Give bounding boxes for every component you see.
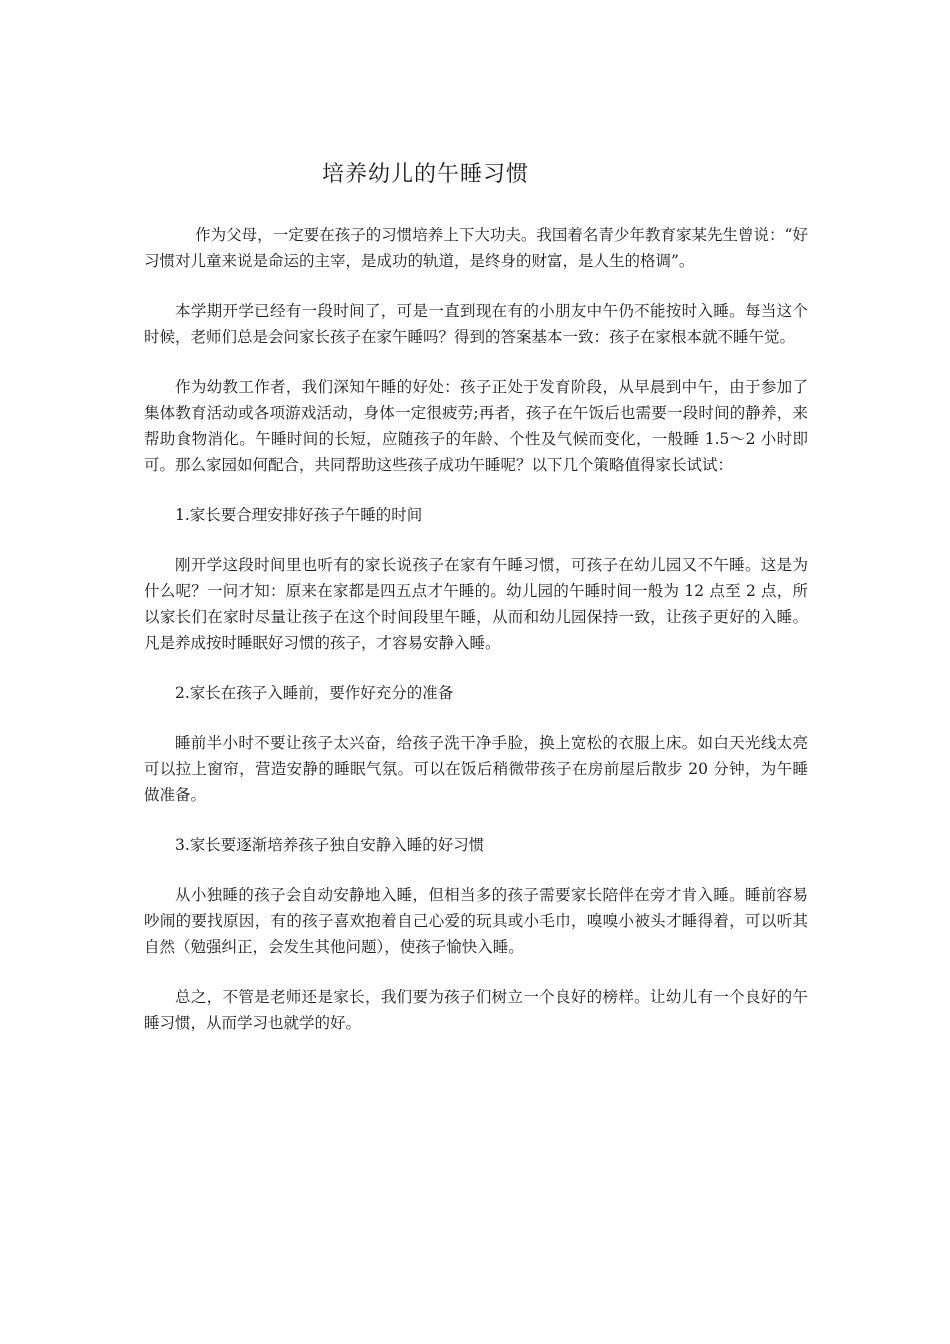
section-text-1: 刚开学这段时间里也听有的家长说孩子在家有午睡习惯，可孩子在幼儿园又不午睡。这是为什么呢？一问才知：原来在家都是四五点才午睡的。幼儿园的午睡时间一般为 12 点至 2 点，所以家长们在家时尽量让孩子在这个时间段里午睡，从而和幼儿园保持一致，让孩子更好的入睡。凡是养成按时睡眠好习惯的孩子，才容易安静入睡。 bbox=[144, 556, 808, 652]
intro-paragraph-2: 本学期开学已经有一段时间了，可是一直到现在有的小朋友中午仍不能按时入睡。每当这个时候，老师们总是会问家长孩子在家午睡吗？得到的答案基本一致：孩子在家根本就不睡午觉。 bbox=[144, 302, 808, 346]
section-text-3: 从小独睡的孩子会自动安静地入睡，但相当多的孩子需要家长陪伴在旁才肯入睡。睡前容易吵闹的要找原因，有的孩子喜欢抱着自己心爱的玩具或小毛巾，嗅嗅小被头才睡得着，可以听其自然（勉强纠正，会发生其他问题），使孩子愉快入睡。 bbox=[144, 886, 808, 956]
intro-paragraph-1: 作为父母，一定要在孩子的习惯培养上下大功夫。我国着名青少年教育家某先生曾说：“好习惯对儿童来说是命运的主宰，是成功的轨道，是终身的财富，是人生的格调”。 bbox=[144, 226, 808, 270]
section-text-2: 睡前半小时不要让孩子太兴奋，给孩子洗干净手脸，换上宽松的衣服上床。如白天光线太亮可以拉上窗帘，营造安静的睡眠气氛。可以在饭后稍微带孩子在房前屋后散步 20 分钟，为午睡做准备。 bbox=[144, 734, 808, 804]
section-heading-1: 1.家长要合理安排好孩子午睡的时间 bbox=[175, 506, 423, 524]
document-title: 培养幼儿的午睡习惯 bbox=[322, 162, 530, 187]
intro-paragraph-3: 作为幼教工作者，我们深知午睡的好处：孩子正处于发育阶段，从早晨到中午，由于参加了集体教育活动或各项游戏活动，身体一定很疲劳;再者，孩子在午饭后也需要一段时间的静养，来帮助食物消化。午睡时间的长短，应随孩子的年龄、个性及气候而变化，一般睡 1.5～2 小时即可。那么家园如何配合，共同帮助这些孩子成功午睡呢？以下几个策略值得家长试试： bbox=[144, 378, 808, 474]
section-heading-2: 2.家长在孩子入睡前，要作好充分的准备 bbox=[175, 684, 454, 702]
conclusion-paragraph: 总之，不管是老师还是家长，我们要为孩子们树立一个良好的榜样。让幼儿有一个良好的午睡习惯，从而学习也就学的好。 bbox=[144, 988, 808, 1032]
document-body bbox=[144, 222, 808, 1036]
section-heading-3: 3.家长要逐渐培养孩子独自安静入睡的好习惯 bbox=[175, 836, 485, 854]
